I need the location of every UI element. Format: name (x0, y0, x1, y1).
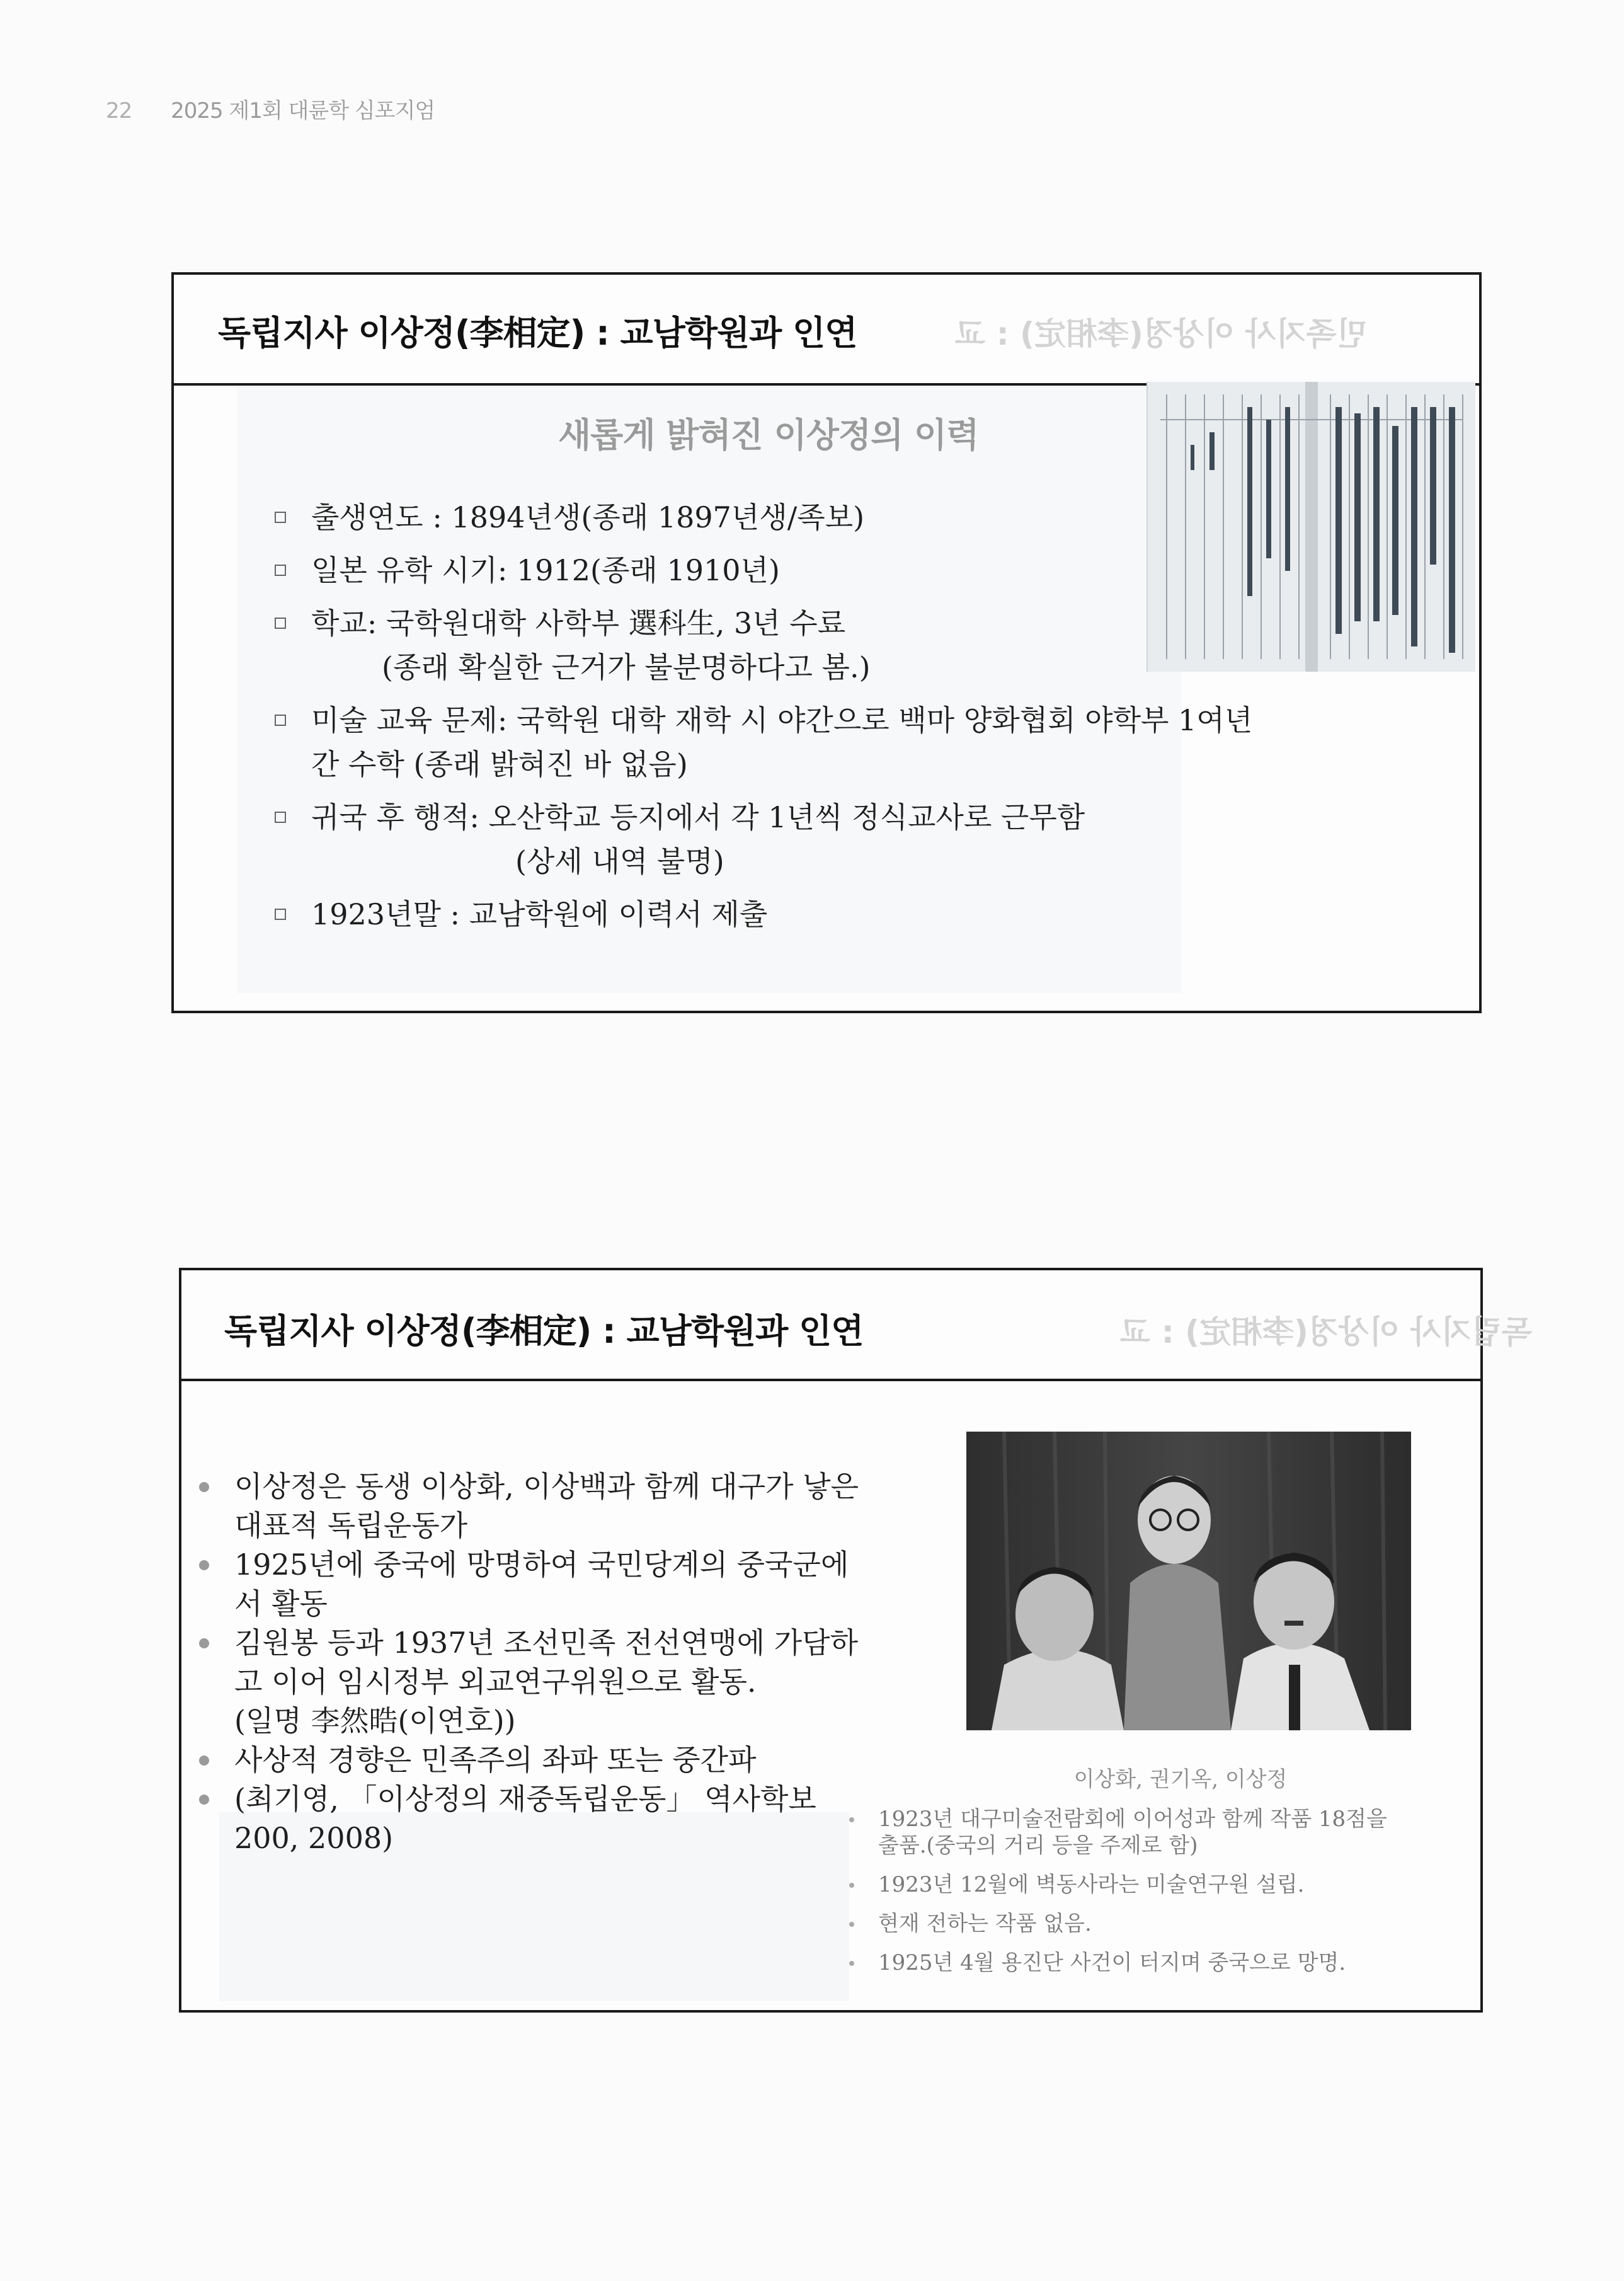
checkbox-bullet-icon (275, 715, 286, 726)
photo-caption: 이상화, 권기옥, 이상정 (1073, 1767, 1288, 1792)
bullet-text: 1923년말 : 교남학원에 이력서 제출 (311, 897, 768, 931)
bullet-text: 출생연도 : 1894년생(종래 1897년생/족보) (311, 500, 865, 534)
bullet-text-continued: 대표적 독립운동가 (234, 1508, 468, 1543)
bullet-text: 귀국 후 행적: 오산학교 등지에서 각 1년씩 정식교사로 근무함 (311, 800, 1085, 834)
list-item (275, 698, 1434, 786)
slide-2-title: 독립지사 이상정(李相定) : 교남학원과 인연 (224, 1311, 864, 1351)
bullet-text: 일본 유학 시기: 1912(종래 1910년) (311, 553, 780, 587)
note-text: 1923년 대구미술전람회에 이어성과 함께 작품 18점을 (878, 1807, 1387, 1832)
slide-2-bleed-through-text: 독립지사 이상정(李相定) : 교 (1120, 1314, 1533, 1350)
bullet-text-continued: 200, 2008) (234, 1821, 394, 1855)
running-head (106, 93, 435, 124)
list-item (275, 495, 1434, 539)
list-item (842, 1950, 1459, 1976)
slide-1-header (174, 275, 1479, 386)
slide-1-bleed-through-text: 민족지사 이상정(李相定) : 교 (955, 316, 1368, 352)
portrait-photo (966, 1432, 1411, 1730)
list-item (842, 1806, 1459, 1859)
bullet-text-continued: (상세 내역 불명) (515, 844, 724, 878)
bullet-dot-icon (849, 1922, 854, 1927)
note-text: 1923년 12월에 벽동사라는 미술연구원 설립. (878, 1872, 1305, 1897)
bullet-dot-icon (199, 1560, 209, 1570)
page-number: 22 (106, 98, 132, 124)
bullet-text-continued: 고 이어 임시정부 외교연구위원으로 활동. (234, 1665, 757, 1699)
bullet-dot-icon (199, 1482, 209, 1492)
bullet-dot-icon (849, 1961, 854, 1966)
slide-2-notes-list (842, 1806, 1459, 1989)
slide-1 (171, 272, 1482, 1013)
three-person-portrait-illustration (966, 1432, 1411, 1730)
list-item (842, 1910, 1459, 1937)
bullet-dot-icon (199, 1638, 209, 1648)
list-item (275, 795, 1434, 883)
slide-2 (179, 1268, 1533, 2013)
checkbox-bullet-icon (275, 618, 286, 629)
slide-1-subtitle: 새롭게 밝혀진 이상정의 이력 (558, 415, 979, 455)
bullet-text-continued: 서 활동 (234, 1587, 328, 1621)
bullet-text: 사상적 경향은 민족주의 좌파 또는 중간파 (234, 1743, 757, 1777)
bullet-text: 이상정은 동생 이상화, 이상백과 함께 대구가 낳은 (234, 1469, 859, 1503)
bullet-text: 미술 교육 문제: 국학원 대학 재학 시 야간으로 백마 양화협회 야학부 1여년 (311, 703, 1253, 737)
bullet-text-continued: (종래 확실한 근거가 불분명하다고 봄.) (382, 650, 871, 684)
checkbox-bullet-icon (275, 812, 286, 823)
bullet-text: 학교: 국학원대학 사학부 選科生, 3년 수료 (311, 606, 846, 640)
running-head-title: 2025 제1회 대륜학 심포지엄 (171, 98, 435, 124)
checkbox-bullet-icon (275, 512, 286, 523)
bullet-text: 김원봉 등과 1937년 조선민족 전선연맹에 가담하 (234, 1626, 859, 1660)
bullet-dot-icon (849, 1883, 854, 1888)
slide-1-title: 독립지사 이상정(李相定) : 교남학원과 인연 (218, 313, 857, 353)
bullet-text: (최기영, 「이상정의 재중독립운동」 역사학보 (234, 1782, 816, 1816)
checkbox-bullet-icon (275, 909, 286, 920)
list-item (275, 601, 1434, 689)
bullet-text-continued: (일명 李然晧(이연호)) (234, 1704, 516, 1738)
bullet-dot-icon (199, 1795, 209, 1805)
bullet-text-continued: 간 수학 (종래 밝혀진 바 없음) (311, 747, 688, 781)
list-item (842, 1871, 1459, 1898)
note-text: 현재 전하는 작품 없음. (878, 1911, 1092, 1936)
list-item (275, 548, 1434, 592)
list-item (275, 892, 1434, 936)
bullet-dot-icon (849, 1817, 854, 1822)
note-text: 1925년 4월 용진단 사건이 터지며 중국으로 망명. (878, 1950, 1346, 1975)
bullet-text: 1925년에 중국에 망명하여 국민당계의 중국군에 (234, 1548, 849, 1582)
slide-1-bullet-list (275, 495, 1434, 945)
slide-2-header (181, 1270, 1533, 1381)
note-text-continued: 출품.(중국의 거리 등을 주제로 함) (878, 1833, 1198, 1858)
bullet-dot-icon (199, 1755, 209, 1766)
checkbox-bullet-icon (275, 565, 286, 576)
